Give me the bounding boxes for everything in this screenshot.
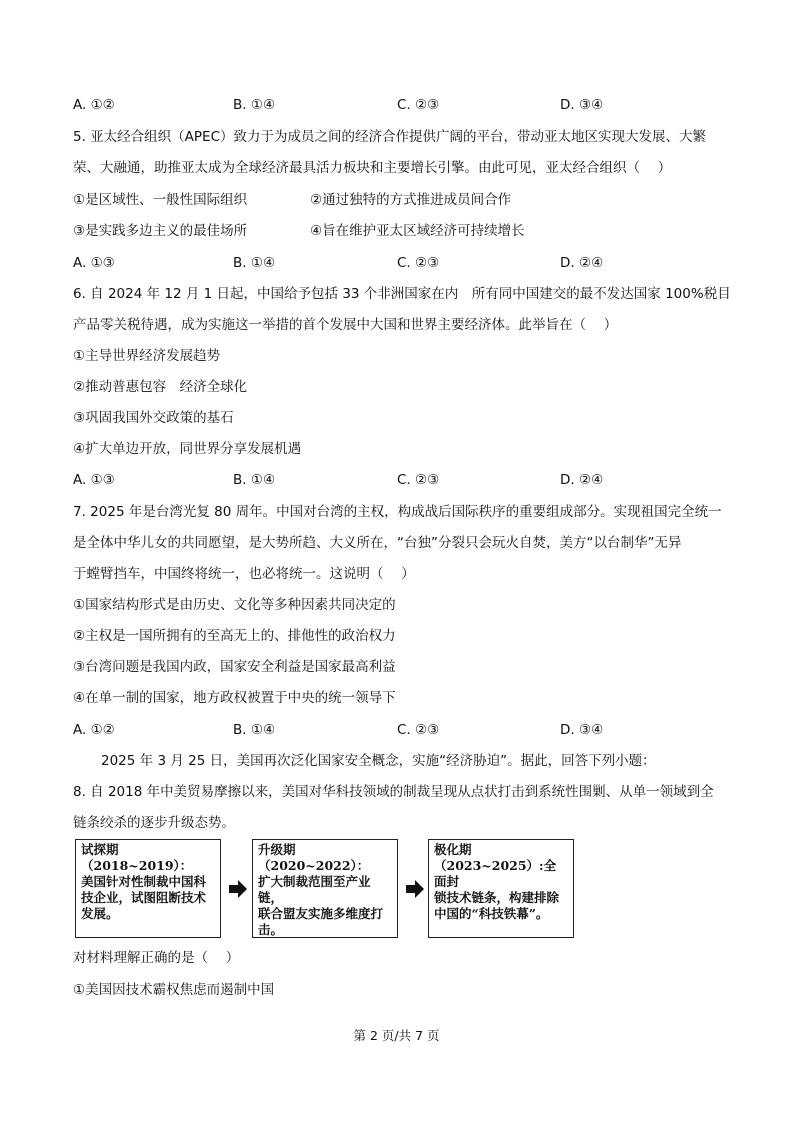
flow-box-line: 发展。 bbox=[81, 906, 119, 921]
option-b: B. ①④ bbox=[233, 472, 276, 488]
q5-statement: ④旨在维护亚太区域经济可持续增长 bbox=[310, 223, 525, 239]
flow-box-line: 升级期 bbox=[258, 842, 296, 857]
option-d: D. ③④ bbox=[560, 97, 604, 113]
q6-options bbox=[73, 471, 633, 489]
flow-box-line: （2020~2022）： bbox=[258, 858, 370, 873]
option-b: B. ①④ bbox=[233, 255, 276, 271]
right-arrow-icon bbox=[406, 880, 424, 898]
q7-statement: ③台湾问题是我国内政，国家安全利益是国家最高利益 bbox=[73, 659, 396, 675]
q7-statement: ①国家结构形式是由历史、文化等多种因素共同决定的 bbox=[73, 597, 396, 613]
flow-box-polarization-period bbox=[428, 839, 574, 938]
flow-box-line: 技企业，试图阻断技术 bbox=[81, 890, 207, 905]
flow-box-line: 击。 bbox=[258, 922, 284, 937]
q7-stem-line: 于螳臂挡车，中国终将统一，也必将统一。这说明（ ） bbox=[73, 566, 415, 582]
q5-stem-line: 5. 亚太经合组织（APEC）致力于为成员之间的经济合作提供广阔的平台，带动亚太地区实现大发展、大繁 bbox=[73, 129, 707, 145]
q8-statement: ①美国因技术霸权焦虑而遏制中国 bbox=[73, 982, 275, 998]
option-c: C. ②③ bbox=[397, 255, 440, 271]
q7-statement: ②主权是一国所拥有的至高无上的、排他性的政治权力 bbox=[73, 628, 396, 644]
option-d: D. ③④ bbox=[560, 722, 604, 738]
option-c: C. ②③ bbox=[397, 97, 440, 113]
q5-statement: ②通过独特的方式推进成员间合作 bbox=[310, 192, 512, 208]
q5-statement: ③是实践多边主义的最佳场所 bbox=[73, 223, 248, 239]
option-d: D. ②④ bbox=[560, 255, 604, 271]
option-c: C. ②③ bbox=[397, 722, 440, 738]
option-b: B. ①④ bbox=[233, 97, 276, 113]
flow-box-line: 锁技术链条，构建排除 bbox=[434, 890, 560, 905]
option-d: D. ②④ bbox=[560, 472, 604, 488]
q6-statement: ④扩大单边开放，同世界分享发展机遇 bbox=[73, 441, 302, 457]
q6-stem-line: 6. 自 2024 年 12 月 1 日起，中国给予包括 33 个非洲国家在内 所有同中国建交的最不发达国家 100%税目 bbox=[73, 286, 731, 302]
q8-question: 对材料理解正确的是（ ） bbox=[73, 950, 240, 966]
q8-stem-line: 8. 自 2018 年中美贸易摩擦以来，美国对华科技领域的制裁呈现从点状打击到系统性围剿、从单一领域到全 bbox=[73, 784, 714, 800]
flow-box-line: 扩大制裁范围至产业链， bbox=[258, 874, 371, 905]
q7-statement: ④在单一制的国家，地方政权被置于中央的统一领导下 bbox=[73, 690, 396, 706]
q5-stem-line: 荣、大融通，助推亚太成为全球经济最具活力板块和主要增长引擎。由此可见，亚太经合组织（ ） bbox=[73, 160, 672, 176]
flow-box-line: （2023~2025）:全面封 bbox=[434, 858, 557, 889]
q7-options bbox=[73, 721, 633, 739]
q5-statement: ①是区域性、一般性国际组织 bbox=[73, 192, 248, 208]
q6-statement: ③巩固我国外交政策的基石 bbox=[73, 410, 234, 426]
option-a: A. ①② bbox=[73, 722, 115, 738]
q7-stem-line: 是全体中华儿女的共同愿望，是大势所趋、大义所在，“台独”分裂只会玩火自焚，美方“以台制华”无异 bbox=[73, 535, 682, 551]
option-a: A. ①③ bbox=[73, 472, 115, 488]
q6-statement: ①主导世界经济发展趋势 bbox=[73, 348, 221, 364]
option-a: A. ①③ bbox=[73, 255, 115, 271]
flow-box-line: 联合盟友实施多维度打 bbox=[258, 906, 384, 921]
q4-options bbox=[73, 96, 633, 114]
flow-box-line: 中国的“科技铁幕”。 bbox=[434, 906, 549, 921]
option-a: A. ①② bbox=[73, 97, 115, 113]
flow-box-escalation-period bbox=[252, 839, 398, 938]
flow-box-line: （2018~2019）： bbox=[81, 858, 193, 873]
flow-box-line: 极化期 bbox=[434, 842, 472, 857]
q8-stem-line: 链条绞杀的逐步升级态势。 bbox=[73, 815, 235, 831]
right-arrow-icon bbox=[229, 880, 247, 898]
flow-box-trial-period bbox=[75, 839, 221, 938]
material-intro: 2025 年 3 月 25 日，美国再次泛化国家安全概念，实施“经济胁迫”。据此，回答下列小题： bbox=[101, 753, 656, 769]
q5-options bbox=[73, 254, 633, 272]
page-footer: 第 2 页/共 7 页 bbox=[353, 1028, 440, 1043]
q6-statement: ②推动普惠包容 经济全球化 bbox=[73, 379, 248, 395]
q7-stem-line: 7. 2025 年是台湾光复 80 周年。中国对台湾的主权，构成战后国际秩序的重要组成部分。实现祖国完全统一 bbox=[73, 504, 722, 520]
flow-box-line: 试探期 bbox=[81, 842, 119, 857]
q6-stem-line: 产品零关税待遇，成为实施这一举措的首个发展中大国和世界主要经济体。此举旨在（ ） bbox=[73, 317, 618, 333]
option-b: B. ①④ bbox=[233, 722, 276, 738]
option-c: C. ②③ bbox=[397, 472, 440, 488]
flow-box-line: 美国针对性制裁中国科 bbox=[81, 874, 207, 889]
